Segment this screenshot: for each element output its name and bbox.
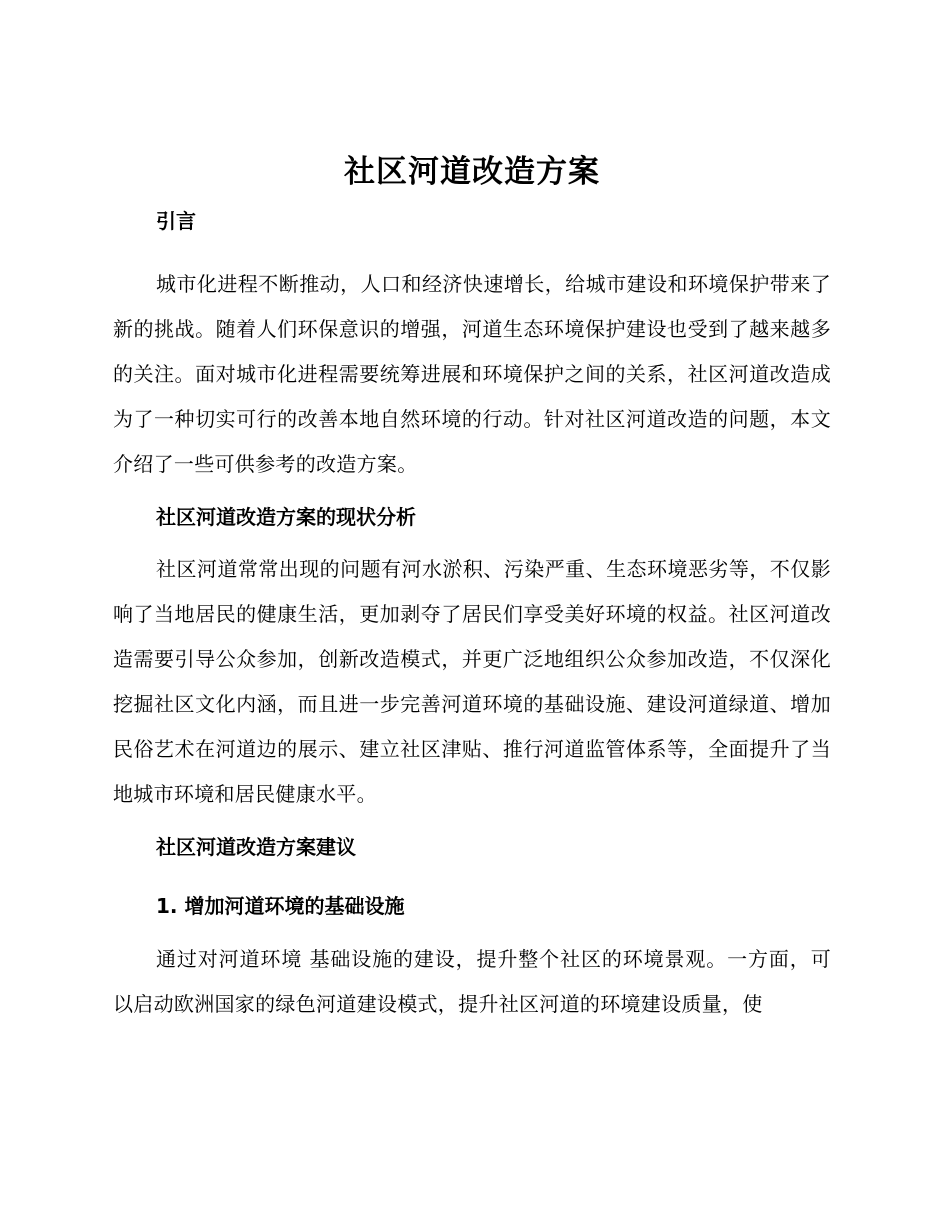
document-page <box>113 148 831 1027</box>
suggestions-heading: 社区河道改造方案建议 <box>156 835 356 859</box>
intro-heading: 引言 <box>156 209 196 233</box>
subsection-1-heading: 1. 增加河道环境的基础设施 <box>156 894 405 918</box>
intro-paragraph: 城市化进程不断推动，人口和经济快速增长，给城市建设和环境保护带来了新的挑战。随着人们环保意识的增强，河道生态环境保护建设也受到了越来越多的关注。面对城市化进程需要统筹进展和环境保护之间的关系，社区河道改造成为了一种切实可行的改善本地自然环境的行动。针对社区河道改造的问题，本文介绍了一些可供参考的改造方案。 <box>113 272 831 476</box>
subsection-1-paragraph: 通过对河道环境 基础设施的建设，提升整个社区的环境景观。一方面，可以启动欧洲国家的绿色河道建设模式，提升社区河道的环境建设质量，使 <box>113 947 831 1016</box>
status-analysis-heading: 社区河道改造方案的现状分析 <box>156 505 416 529</box>
page-title: 社区河道改造方案 <box>344 154 600 190</box>
status-analysis-paragraph: 社区河道常常出现的问题有河水淤积、污染严重、生态环境恶劣等，不仅影响了当地居民的健康生活，更加剥夺了居民们享受美好环境的权益。社区河道改造需要引导公众参加，创新改造模式，并更广泛地组织公众参加改造，不仅深化挖掘社区文化内涵，而且进一步完善河道环境的基础设施、建设河道绿道、增加民俗艺术在河道边的展示、建立社区津贴、推行河道监管体系等，全面提升了当地城市环境和居民健康水平。 <box>113 557 831 806</box>
